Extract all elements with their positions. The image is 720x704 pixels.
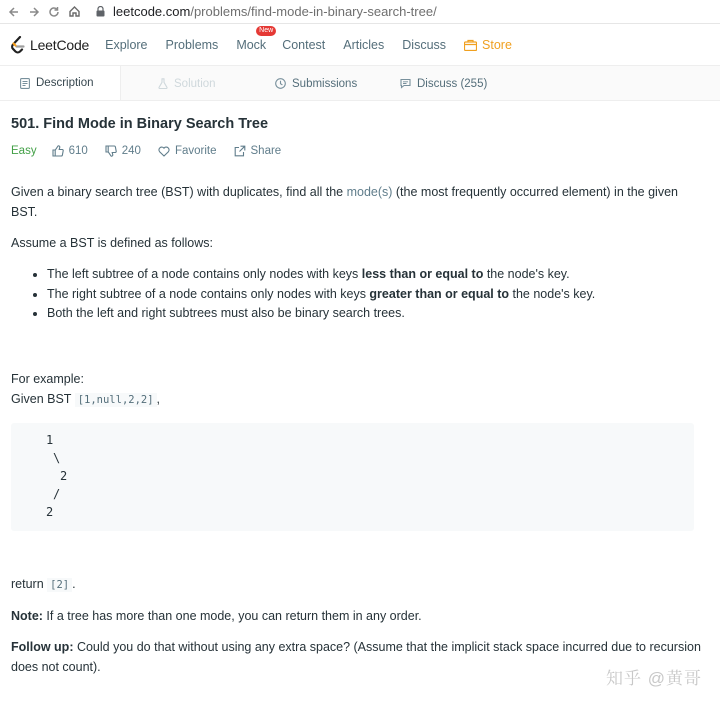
return-end: . <box>72 576 76 591</box>
intro-text-after: (the most frequently occurred element) in the given BST. <box>11 185 678 219</box>
bullet-bold-text: less than or equal to <box>361 267 484 281</box>
problem-content <box>11 102 701 677</box>
note-label: Note: <box>11 608 43 623</box>
nav-articles[interactable]: Articles <box>343 37 385 52</box>
bullet-text: The left subtree of a node contains only nodes with keys <box>47 267 362 281</box>
watermark: 知乎 @黄哥 <box>606 669 702 688</box>
nav-contest[interactable]: Contest <box>282 37 326 52</box>
dislike-count: 240 <box>121 145 141 157</box>
given-bst-code: [1,null,2,2] <box>75 393 157 407</box>
return-code: [2] <box>47 578 72 592</box>
site-header <box>0 24 720 66</box>
nav-mock-label: Mock <box>236 37 267 52</box>
example-label: For example: <box>11 371 84 386</box>
logo-text: LeetCode <box>30 36 90 53</box>
store-icon <box>464 39 477 51</box>
share-button[interactable] <box>234 145 282 157</box>
follow-up-label: Follow up: <box>11 639 74 654</box>
bullet-text: The right subtree of a node contains only nodes with keys <box>47 286 370 301</box>
list-item <box>47 304 701 324</box>
nav-problems[interactable]: Problems <box>165 37 219 52</box>
list-item <box>47 285 701 305</box>
leetcode-logo[interactable] <box>10 36 89 54</box>
share-label: Share <box>250 145 282 157</box>
favorite-button[interactable] <box>158 145 217 157</box>
nav-store[interactable] <box>464 38 512 52</box>
tree-node-leaf: 2 <box>46 504 54 519</box>
tree-edge-left: / <box>53 486 61 501</box>
bst-rules-list <box>47 265 701 324</box>
browser-toolbar <box>0 0 720 24</box>
like-button[interactable] <box>52 145 88 157</box>
thumbs-down-icon <box>105 145 117 157</box>
problem-tabs <box>0 66 720 101</box>
nav-explore[interactable]: Explore <box>105 37 148 52</box>
nav-discuss[interactable]: Discuss <box>402 37 447 52</box>
dislike-button[interactable] <box>105 145 141 157</box>
address-bar[interactable] <box>96 4 437 19</box>
given-bst-label: Given BST <box>11 391 75 406</box>
tree-code-block <box>11 423 694 531</box>
new-badge: New <box>256 26 276 36</box>
tab-submissions[interactable] <box>275 66 357 101</box>
problem-intro <box>11 182 695 222</box>
url-path: /problems/find-mode-in-binary-search-tree/ <box>190 4 437 19</box>
favorite-label: Favorite <box>174 145 217 157</box>
given-bst-line <box>11 389 701 410</box>
list-item <box>47 265 701 285</box>
tree-node-root: 1 <box>46 432 54 447</box>
reload-icon[interactable] <box>44 2 64 22</box>
share-icon <box>234 145 246 157</box>
leetcode-logo-icon <box>10 36 26 54</box>
tree-edge-right: \ <box>53 450 61 465</box>
nav-mock[interactable] <box>236 26 274 52</box>
tab-discuss[interactable] <box>400 66 487 101</box>
heart-icon <box>158 146 170 157</box>
clock-icon <box>275 78 286 89</box>
return-line <box>11 574 701 595</box>
problem-meta <box>11 145 701 157</box>
bullet-text: the node's key. <box>509 286 596 301</box>
flask-icon <box>158 78 168 89</box>
note-paragraph <box>11 606 701 626</box>
given-bst-end: , <box>156 391 161 406</box>
thumbs-up-icon <box>52 145 64 157</box>
forward-arrow-icon[interactable] <box>24 2 44 22</box>
return-label: return <box>11 576 48 591</box>
lock-icon <box>96 6 105 17</box>
follow-up-paragraph <box>11 637 701 677</box>
tab-description[interactable] <box>0 66 121 100</box>
home-icon[interactable] <box>64 2 84 22</box>
problem-title: 501. Find Mode in Binary Search Tree <box>11 116 269 132</box>
tab-description-label: Description <box>36 77 94 89</box>
chat-bubble-icon <box>400 78 411 89</box>
tab-solution-label: Solution <box>174 77 216 90</box>
document-icon <box>20 78 30 89</box>
bullet-text: Both the left and right subtrees must also be binary search trees. <box>47 306 405 320</box>
url-domain: leetcode.com <box>113 4 191 19</box>
mode-link[interactable]: mode(s) <box>346 185 393 199</box>
intro-text-before: Given a binary search tree (BST) with duplicates, find all the <box>11 185 347 199</box>
bullet-bold-text: greater than or equal to <box>369 286 510 301</box>
bst-definition-intro: Assume a BST is defined as follows: <box>11 236 213 250</box>
like-count: 610 <box>68 145 88 157</box>
store-label: Store <box>482 37 512 52</box>
note-text: If a tree has more than one mode, you can return them in any order. <box>42 608 422 623</box>
tab-submissions-label: Submissions <box>292 77 358 90</box>
back-arrow-icon[interactable] <box>4 2 24 22</box>
tab-discuss-label: Discuss (255) <box>417 77 488 90</box>
follow-up-text: Could you do that without using any extra space? (Assume that the implicit stack space incurred due to recursion does not count). <box>11 639 701 674</box>
tab-solution[interactable] <box>158 66 216 101</box>
bullet-text: the node's key. <box>483 267 570 281</box>
tree-node-right: 2 <box>60 468 68 483</box>
difficulty-badge: Easy <box>11 145 37 157</box>
